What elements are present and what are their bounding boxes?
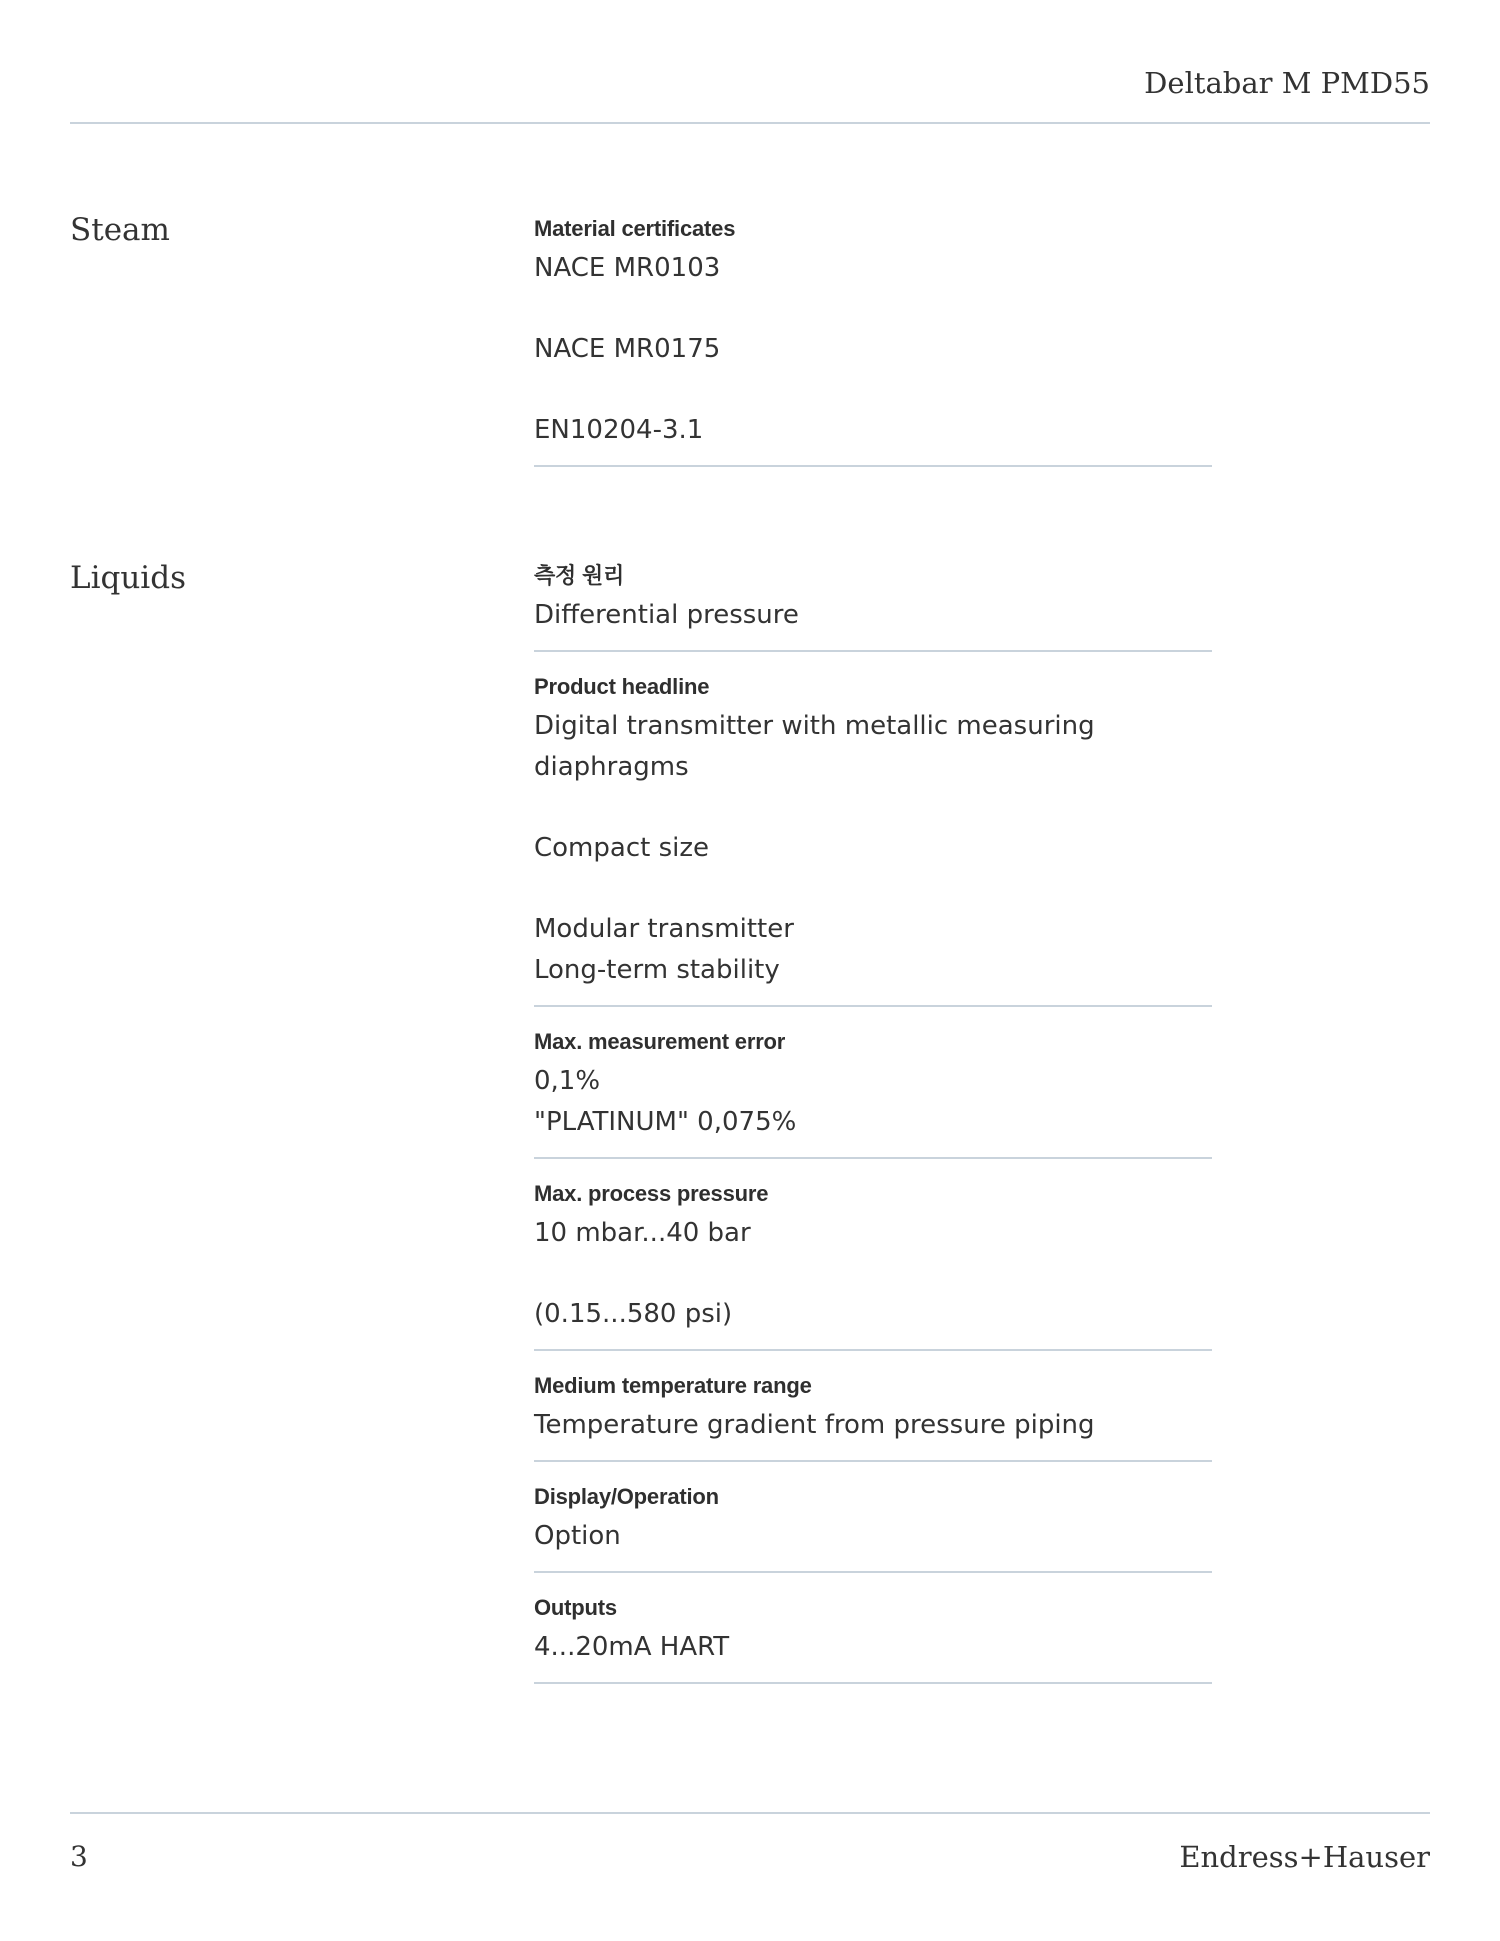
- footer-divider: [70, 1812, 1430, 1814]
- field-max-process-pressure: [534, 1159, 1212, 1351]
- field-product-headline: [534, 652, 1212, 1007]
- field-value: Digital transmitter with metallic measuring: [534, 711, 1095, 741]
- field-value: 0,1%: [534, 1066, 601, 1096]
- field-label: Outputs: [534, 1595, 617, 1620]
- field-value: diaphragms: [534, 752, 689, 782]
- field-label: Max. process pressure: [534, 1181, 769, 1206]
- field-value: 4...20mA HART: [534, 1632, 730, 1662]
- field-value: NACE MR0175: [534, 334, 721, 364]
- section-body-steam: [534, 214, 1212, 467]
- field-measuring-principle: [534, 561, 1212, 652]
- field-value: Compact size: [534, 833, 709, 863]
- field-value: Differential pressure: [534, 600, 799, 630]
- brand-logo-text: Endress+Hauser: [1179, 1840, 1430, 1874]
- field-label: Medium temperature range: [534, 1373, 812, 1398]
- field-value: 10 mbar...40 bar: [534, 1218, 751, 1248]
- header-title: Deltabar M PMD55: [1144, 66, 1430, 100]
- field-value: Modular transmitter: [534, 914, 794, 944]
- field-value: "PLATINUM" 0,075%: [534, 1107, 797, 1137]
- field-display-operation: [534, 1462, 1212, 1573]
- field-outputs: [534, 1573, 1212, 1684]
- field-label: Max. measurement error: [534, 1029, 786, 1054]
- page-number: 3: [70, 1840, 88, 1873]
- field-label: Material certificates: [534, 216, 736, 241]
- field-value: EN10204-3.1: [534, 415, 704, 445]
- field-medium-temperature-range: [534, 1351, 1212, 1462]
- field-label: Product headline: [534, 674, 710, 699]
- field-value: (0.15...580 psi): [534, 1299, 733, 1329]
- header-divider: [70, 122, 1430, 124]
- field-value: Temperature gradient from pressure piping: [534, 1410, 1095, 1440]
- section-body-liquids: [534, 561, 1212, 1684]
- field-material-certificates: [534, 214, 1212, 467]
- field-label: 측정 원리: [534, 563, 625, 588]
- field-value: Long-term stability: [534, 955, 780, 985]
- section-title-liquids: Liquids: [70, 560, 186, 596]
- section-title-steam: Steam: [70, 212, 170, 248]
- field-label: Display/Operation: [534, 1484, 719, 1509]
- field-value: Option: [534, 1521, 621, 1551]
- field-max-measurement-error: [534, 1007, 1212, 1159]
- field-value: NACE MR0103: [534, 253, 721, 283]
